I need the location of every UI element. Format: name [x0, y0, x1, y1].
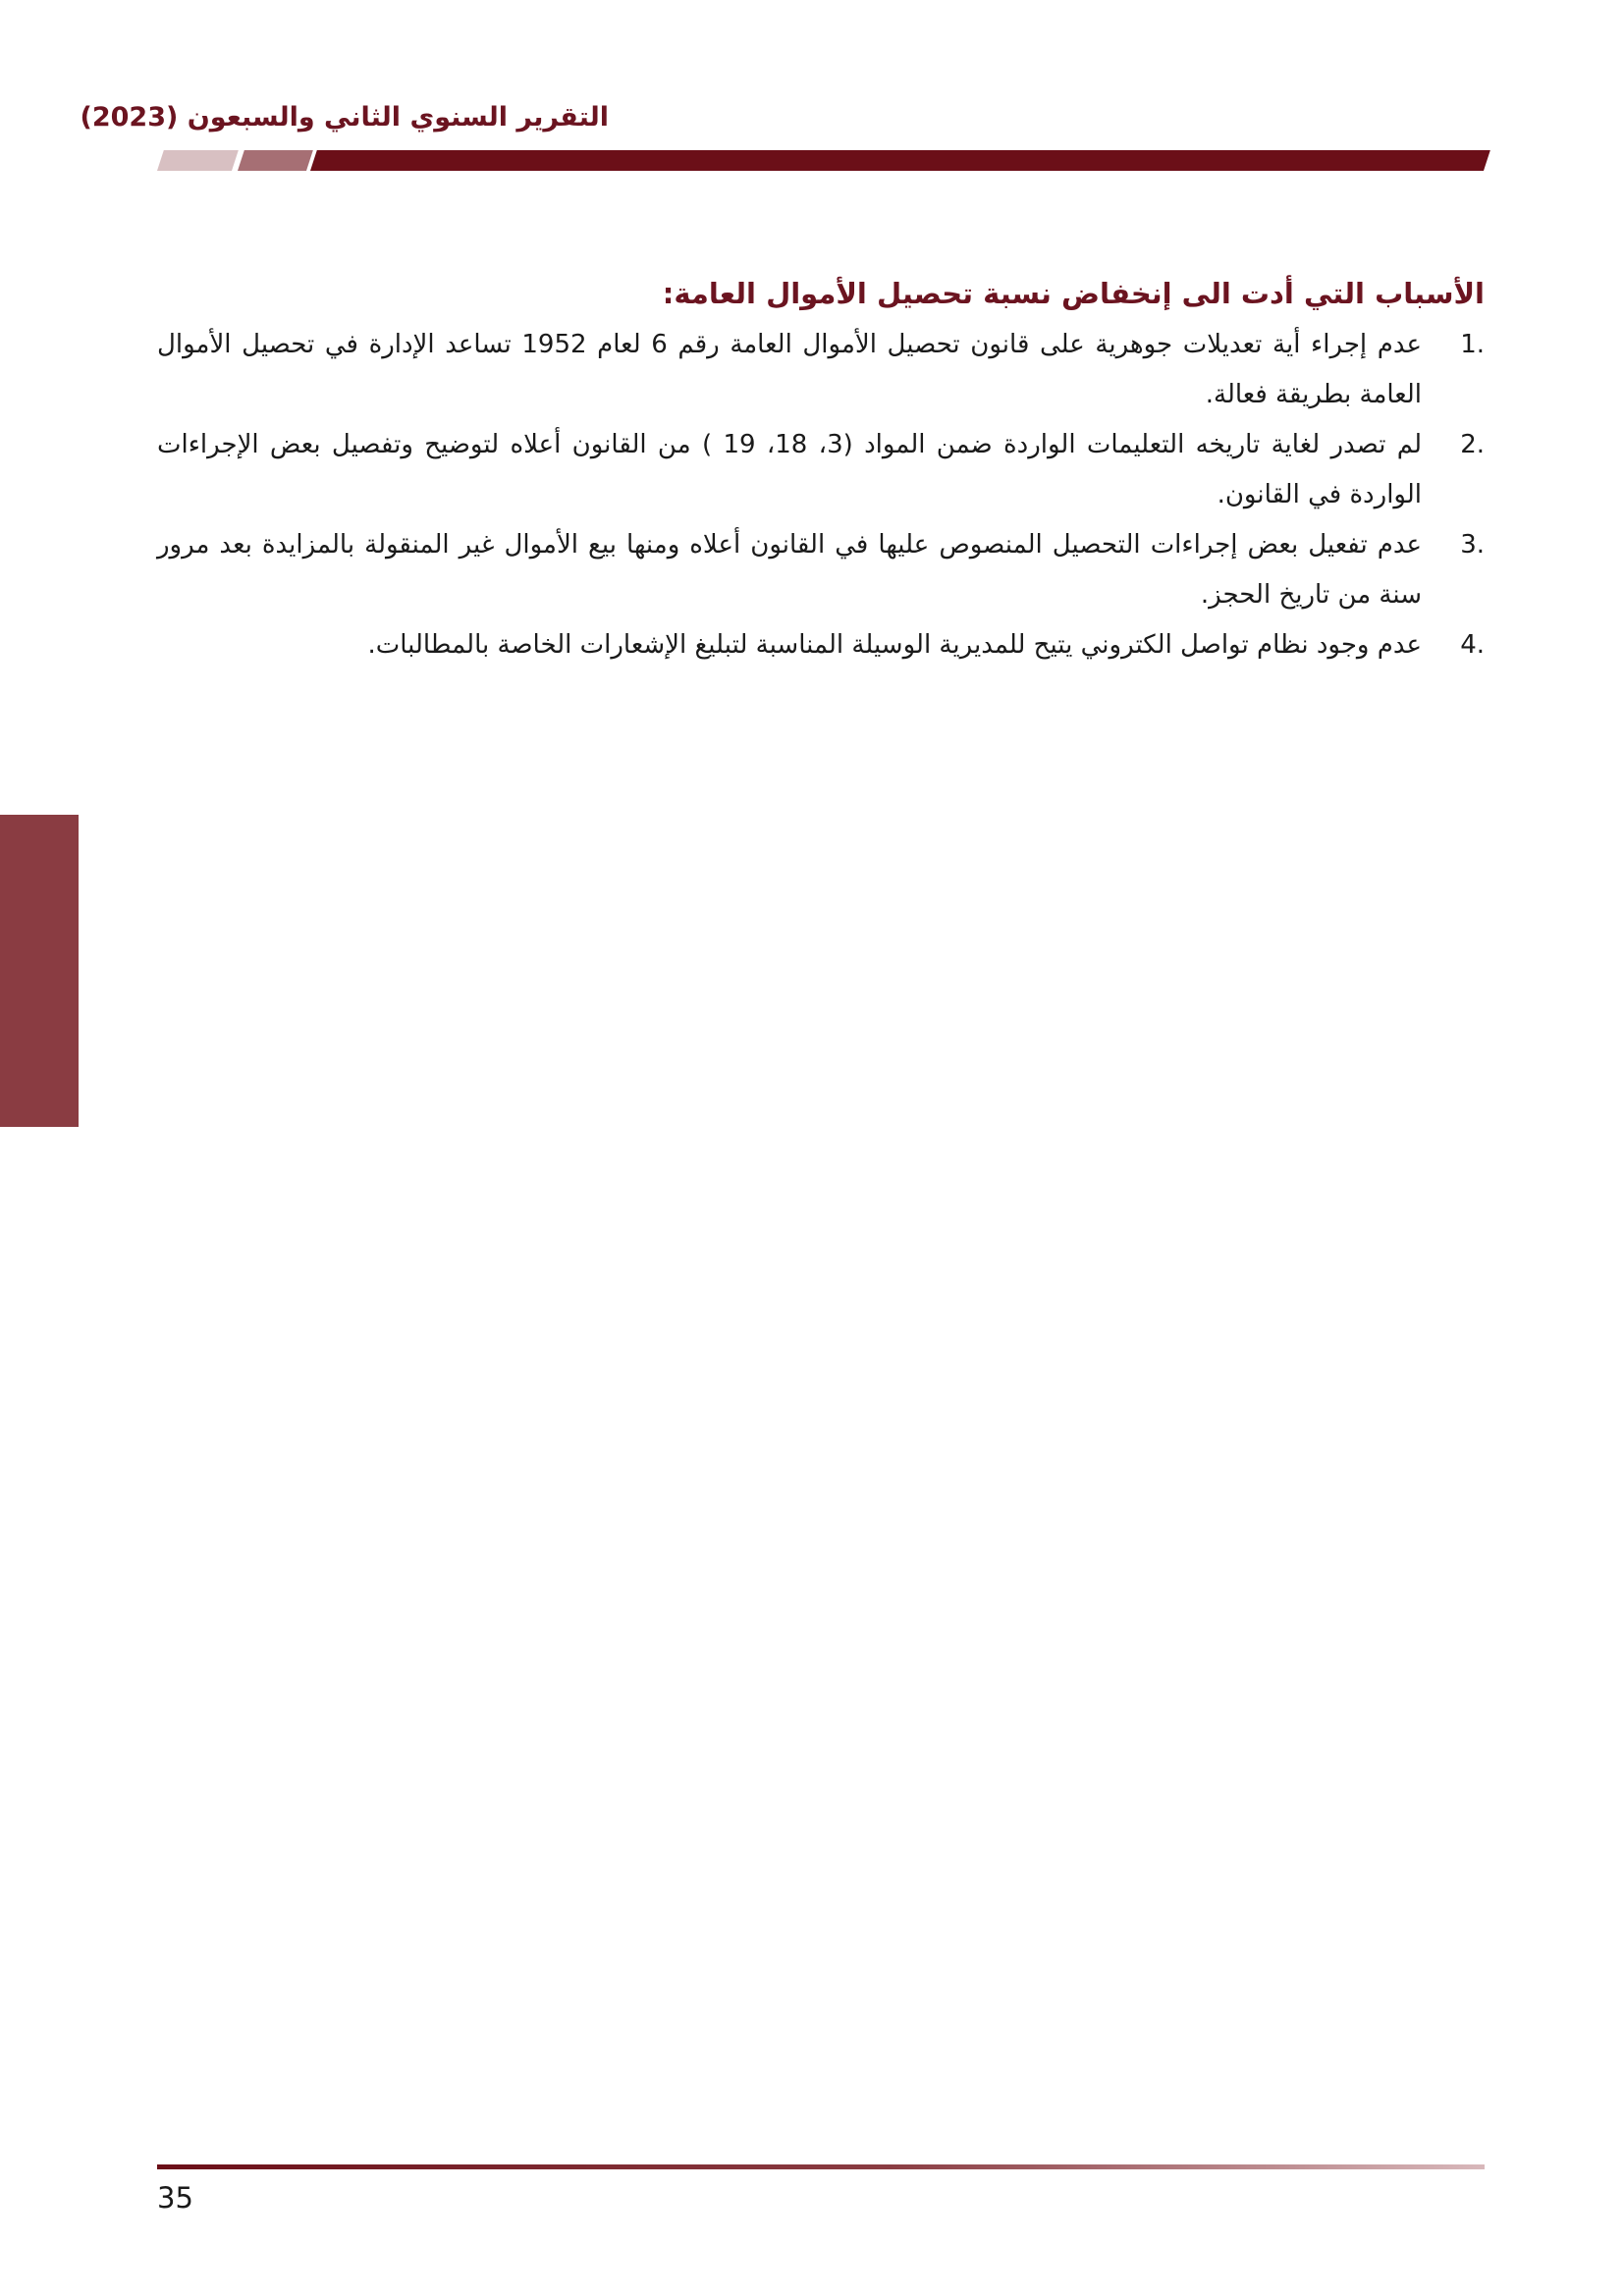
header-bar-main-segment	[310, 150, 1490, 171]
reason-text: عدم تفعيل بعض إجراءات التحصيل المنصوص عليها في القانون أعلاه ومنها بيع الأموال غير المنقولة بالمزايدة بعد مرور سنة من تاريخ الحجز.	[157, 530, 1422, 610]
reason-text: عدم وجود نظام تواصل الكتروني يتيح للمديرية الوسيلة المناسبة لتبليغ الإشعارات الخاصة بالمطالبات.	[367, 630, 1422, 660]
section-heading: الأسباب التي أدت الى إنخفاض نسبة تحصيل الأموال العامة:	[662, 277, 1485, 311]
reason-text: لم تصدر لغاية تاريخه التعليمات الواردة ضمن المواد (3، 18، 19 ) من القانون أعلاه لتوضيح وتفصيل بعض الإجراءات الواردة في القانون.	[157, 430, 1423, 509]
reason-item	[157, 520, 1485, 620]
reason-item	[157, 420, 1485, 520]
reason-item	[157, 320, 1485, 420]
reason-number: 2.	[1460, 430, 1485, 459]
reason-number: 1.	[1460, 330, 1485, 359]
reason-item	[157, 620, 1485, 670]
header-bar-light-segment	[157, 150, 239, 171]
reason-text: عدم إجراء أية تعديلات جوهرية على قانون تحصيل الأموال العامة رقم 6 لعام 1952 تساعد الإدارة في تحصيل الأموال العامة بطريقة فعالة.	[157, 330, 1422, 409]
footer-divider	[157, 2164, 1485, 2169]
reasons-list	[157, 320, 1485, 670]
reason-number: 3.	[1460, 530, 1485, 560]
chapter-side-tab	[0, 815, 79, 1127]
page-number: 35	[157, 2181, 193, 2215]
reason-number: 4.	[1460, 630, 1485, 660]
report-title: التقرير السنوي الثاني والسبعون (2023)	[80, 102, 609, 133]
header-bar-mid-segment	[238, 150, 313, 171]
